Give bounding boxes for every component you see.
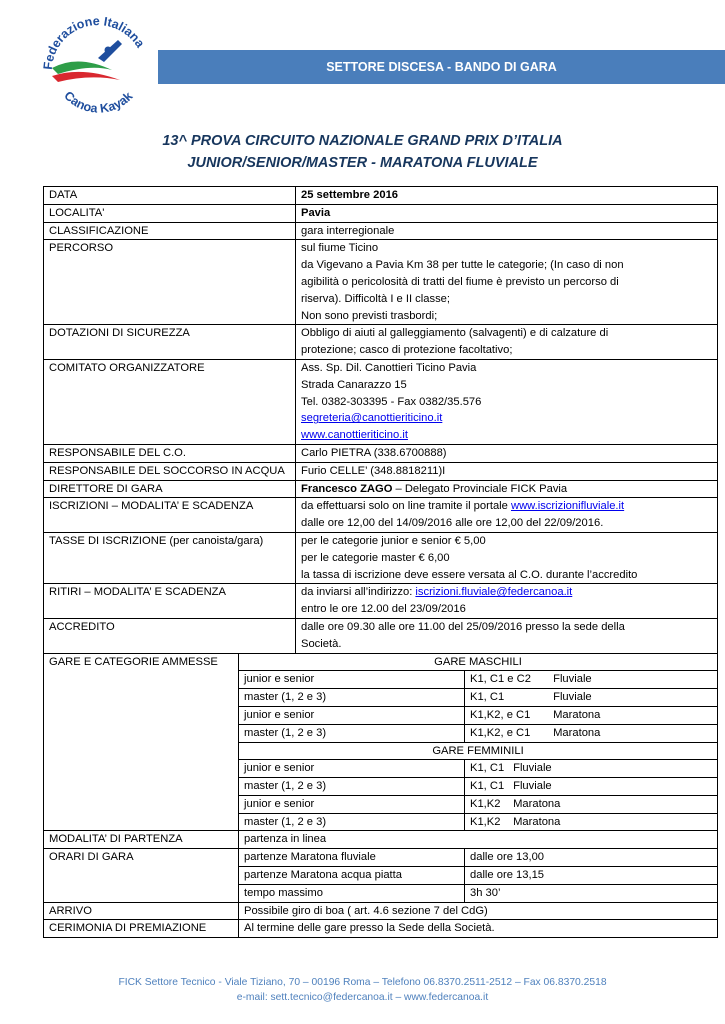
row-value-data: 25 settembre 2016 xyxy=(296,187,718,205)
row-label-data: DATA xyxy=(44,187,296,205)
footer-line-1: FICK Settore Tecnico - Viale Tiziano, 70 – 00196 Roma – Telefono 06.8370.2511-2512 – Fax 06.8370.2518 xyxy=(118,977,607,988)
row-value-direttore: Francesco ZAGO – Delegato Provinciale FICK Pavia xyxy=(296,480,718,498)
document-title xyxy=(0,130,725,174)
header-band-text: SETTORE DISCESA - BANDO DI GARA xyxy=(326,60,557,74)
table-row xyxy=(44,222,718,240)
gare-femminili-header: GARE FEMMINILI xyxy=(239,742,718,760)
row-label-comitato: COMITATO ORGANIZZATORE xyxy=(44,359,296,444)
row-label-direttore: DIRETTORE DI GARA xyxy=(44,480,296,498)
title-line-1: 13^ PROVA CIRCUITO NAZIONALE GRAND PRIX D’ITALIA xyxy=(162,133,563,149)
row-label-localita: LOCALITA' xyxy=(44,204,296,222)
row-label-arrivo: ARRIVO xyxy=(44,902,239,920)
row-label-ritiri: RITIRI – MODALITA’ E SCADENZA xyxy=(44,584,296,619)
table-row: junior e senior K1, C1 e C2 Fluviale xyxy=(44,671,718,689)
table-row xyxy=(44,325,718,360)
row-label-percorso: PERCORSO xyxy=(44,240,296,325)
table-row xyxy=(44,618,718,653)
table-row: master (1, 2 e 3) K1,K2 Maratona xyxy=(44,813,718,831)
table-row xyxy=(44,902,718,920)
table-row xyxy=(44,653,718,671)
table-row xyxy=(44,480,718,498)
table-row: master (1, 2 e 3) K1, C1 Fluviale xyxy=(44,778,718,796)
table-row: partenze Maratona acqua piatta dalle ore 13,15 xyxy=(44,867,718,885)
row-value-partenza: partenza in linea xyxy=(239,831,718,849)
table-row: master (1, 2 e 3) K1,K2, e C1 Maratona xyxy=(44,724,718,742)
page-footer xyxy=(0,975,725,1005)
row-value-comitato: Ass. Sp. Dil. Canottieri Ticino Pavia Strada Canarazzo 15 Tel. 0382-303395 - Fax 0382/35.576 segreteria@canottieriticino.it www.canottieriticino.it xyxy=(296,359,718,444)
row-label-gare: GARE E CATEGORIE AMMESSE xyxy=(44,653,239,831)
row-value-percorso: sul fiume Ticino da Vigevano a Pavia Km 38 per tutte le categorie; (In caso di non agibilità o pericolosità di tratti del fiume è previsto un percorso di riserva). Difficoltà I e II classe; Non sono previsti trasbordi; xyxy=(296,240,718,325)
row-value-responsabile-soccorso: Furio CELLE’ (348.8818211)I xyxy=(296,462,718,480)
table-row: ORARI DI GARA partenze Maratona fluviale dalle ore 13,00 xyxy=(44,849,718,867)
row-value-iscrizioni: da effettuarsi solo on line tramite il portale www.iscrizionifluviale.it dalle ore 12,00 del 14/09/2016 alle ore 12,00 del 22/09/2016. xyxy=(296,498,718,533)
row-label-accredito: ACCREDITO xyxy=(44,618,296,653)
row-value-ritiri: da inviarsi all’indirizzo: iscrizioni.fluviale@federcanoa.it entro le ore 12.00 del 23/09/2016 xyxy=(296,584,718,619)
table-row xyxy=(44,462,718,480)
title-line-2: JUNIOR/SENIOR/MASTER - MARATONA FLUVIALE xyxy=(187,155,538,171)
table-row xyxy=(44,240,718,325)
row-value-classificazione: gara interregionale xyxy=(296,222,718,240)
table-row: junior e senior K1,K2 Maratona xyxy=(44,795,718,813)
table-row xyxy=(44,831,718,849)
table-row: master (1, 2 e 3) K1, C1 Fluviale xyxy=(44,689,718,707)
row-label-cerimonia: CERIMONIA DI PREMIAZIONE xyxy=(44,920,239,938)
row-value-responsabile-co: Carlo PIETRA (338.6700888) xyxy=(296,444,718,462)
footer-line-2: e-mail: sett.tecnico@federcanoa.it – www.federcanoa.it xyxy=(236,992,489,1003)
fick-logo xyxy=(38,14,154,118)
table-row xyxy=(44,532,718,583)
row-label-orari: ORARI DI GARA xyxy=(44,849,239,902)
table-row xyxy=(44,204,718,222)
row-value-tasse: per le categorie junior e senior € 5,00 per le categorie master € 6,00 la tassa di iscrizione deve essere versata al C.O. durante l’accredito xyxy=(296,532,718,583)
table-row xyxy=(44,359,718,444)
table-row: tempo massimo 3h 30’ xyxy=(44,884,718,902)
gare-maschili-header: GARE MASCHILI xyxy=(239,653,718,671)
race-info-table xyxy=(43,186,718,938)
table-row xyxy=(44,187,718,205)
row-value-cerimonia: Al termine delle gare presso la Sede della Società. xyxy=(239,920,718,938)
row-label-classificazione: CLASSIFICAZIONE xyxy=(44,222,296,240)
row-value-dotazioni: Obbligo di aiuti al galleggiamento (salvagenti) e di calzature di protezione; casco di protezione facoltativo; xyxy=(296,325,718,360)
row-value-accredito: dalle ore 09.30 alle ore 11.00 del 25/09/2016 presso la sede della Società. xyxy=(296,618,718,653)
row-label-responsabile-co: RESPONSABILE DEL C.O. xyxy=(44,444,296,462)
ritiri-email-link[interactable]: iscrizioni.fluviale@federcanoa.it xyxy=(415,586,573,599)
table-row: junior e senior K1, C1 Fluviale xyxy=(44,760,718,778)
comitato-email-link[interactable]: segreteria@canottieriticino.it xyxy=(301,412,443,425)
row-label-dotazioni: DOTAZIONI DI SICUREZZA xyxy=(44,325,296,360)
row-value-arrivo: Possibile giro di boa ( art. 4.6 sezione 7 del CdG) xyxy=(239,902,718,920)
table-row xyxy=(44,498,718,533)
table-row xyxy=(44,444,718,462)
table-row xyxy=(44,920,718,938)
comitato-web-link[interactable]: www.canottieriticino.it xyxy=(301,429,408,442)
table-row: junior e senior K1,K2, e C1 Maratona xyxy=(44,706,718,724)
iscrizioni-portal-link[interactable]: www.iscrizionifluviale.it xyxy=(510,500,625,513)
header-band xyxy=(158,50,725,84)
row-label-tasse: TASSE DI ISCRIZIONE (per canoista/gara) xyxy=(44,532,296,583)
row-label-responsabile-soccorso: RESPONSABILE DEL SOCCORSO IN ACQUA xyxy=(44,462,296,480)
table-row xyxy=(44,584,718,619)
row-value-localita: Pavia xyxy=(296,204,718,222)
logo-text-bottom: Canoa Kayak xyxy=(61,88,136,116)
logo-text-top: Federazione Italiana xyxy=(40,14,148,71)
row-label-partenza: MODALITA’ DI PARTENZA xyxy=(44,831,239,849)
row-label-iscrizioni: ISCRIZIONI – MODALITA’ E SCADENZA xyxy=(44,498,296,533)
